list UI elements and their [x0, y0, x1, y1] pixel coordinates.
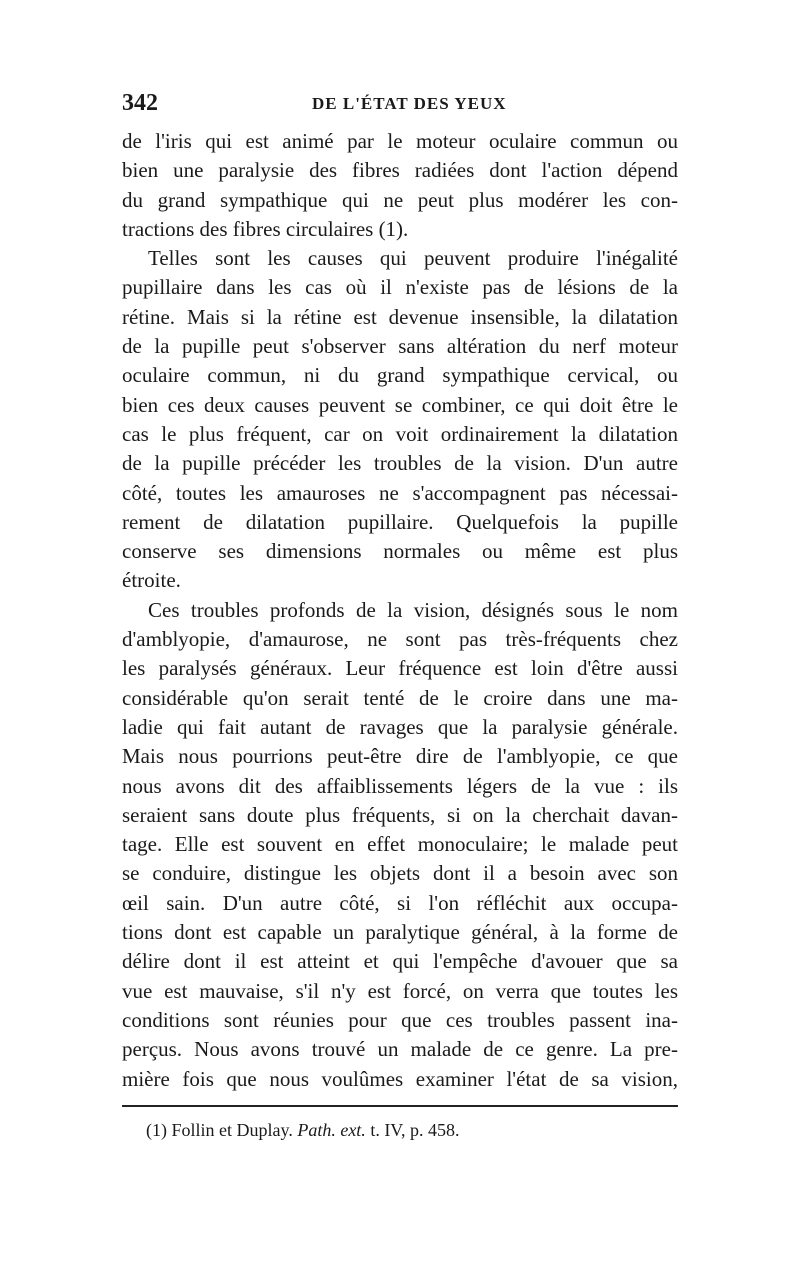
text-line: mière fois que nous voulûmes examiner l'état de sa vision, — [122, 1066, 678, 1091]
text-line: œil sain. D'un autre côté, si l'on réfléchit aux occupa- — [122, 890, 678, 915]
text-line: Mais nous pourrions peut-être dire de l'amblyopie, ce que — [122, 744, 678, 769]
text-line: côté, toutes les amauroses ne s'accompagnent pas nécessai- — [122, 480, 678, 505]
footnote — [146, 1120, 666, 1141]
text-line: d'amblyopie, d'amaurose, ne sont pas très-fréquents chez — [122, 627, 678, 652]
text-line: tions dont est capable un paralytique général, à la forme de — [122, 920, 678, 945]
text-line: considérable qu'on serait tenté de le croire dans une ma- — [122, 685, 678, 710]
text-line: tractions des fibres circulaires (1). — [122, 216, 409, 241]
text-line: Telles sont les causes qui peuvent produire l'inégalité — [148, 246, 678, 271]
text-line: de la pupille précéder les troubles de la vision. D'un autre — [122, 451, 678, 476]
text-line: conserve ses dimensions normales ou même est plus — [122, 539, 678, 564]
text-line: perçus. Nous avons trouvé un malade de ce genre. La pre- — [122, 1037, 678, 1062]
running-head: DE L'ÉTAT DES YEUX — [312, 94, 507, 113]
text-line: du grand sympathique qui ne peut plus modérer les con- — [122, 187, 678, 212]
text-line: de l'iris qui est animé par le moteur oculaire commun ou — [122, 129, 678, 153]
text-line: délire dont il est atteint et qui l'empêche d'avouer que sa — [122, 949, 678, 974]
footnote-title: Path. ext. — [297, 1120, 366, 1140]
page-number: 342 — [122, 90, 158, 116]
text-line: rement de dilatation pupillaire. Quelquefois la pupille — [122, 509, 678, 534]
body-text — [122, 127, 678, 1094]
text-line: nous avons dit des affaiblissements légers de la vue : ils — [122, 773, 678, 798]
text-line: Ces troubles profonds de la vision, désignés sous le nom — [148, 597, 678, 622]
text-line: vue est mauvaise, s'il n'y est forcé, on verra que toutes les — [122, 978, 678, 1003]
text-line: seraient sans doute plus fréquents, si on la cherchait davan- — [122, 802, 678, 827]
text-line: se conduire, distingue les objets dont il a besoin avec son — [122, 861, 678, 886]
text-line: pupillaire dans les cas où il n'existe pas de lésions de la — [122, 275, 678, 300]
page-header — [122, 90, 678, 120]
text-line: bien une paralysie des fibres radiées dont l'action dépend — [122, 158, 678, 183]
text-line: ladie qui fait autant de ravages que la paralysie générale. — [122, 714, 678, 739]
text-line: tage. Elle est souvent en effet monoculaire; le malade peut — [122, 832, 678, 857]
text-line: oculaire commun, ni du grand sympathique cervical, ou — [122, 363, 678, 388]
footnote-ref: t. IV, p. 458. — [370, 1120, 460, 1140]
text-line: cas le plus fréquent, car on voit ordinairement la dilatation — [122, 421, 678, 446]
text-line: conditions sont réunies pour que ces troubles passent ina- — [122, 1007, 678, 1032]
text-line: étroite. — [122, 568, 181, 593]
footnote-authors: Follin et Duplay. — [171, 1120, 293, 1140]
text-line: les paralysés généraux. Leur fréquence est loin d'être aussi — [122, 656, 678, 681]
text-line: de la pupille peut s'observer sans altération du nerf moteur — [122, 334, 678, 359]
footnote-rule — [122, 1105, 678, 1107]
text-line: bien ces deux causes peuvent se combiner, ce qui doit être le — [122, 392, 678, 417]
footnote-marker: (1) — [146, 1120, 167, 1140]
text-line: rétine. Mais si la rétine est devenue insensible, la dilatation — [122, 304, 678, 329]
